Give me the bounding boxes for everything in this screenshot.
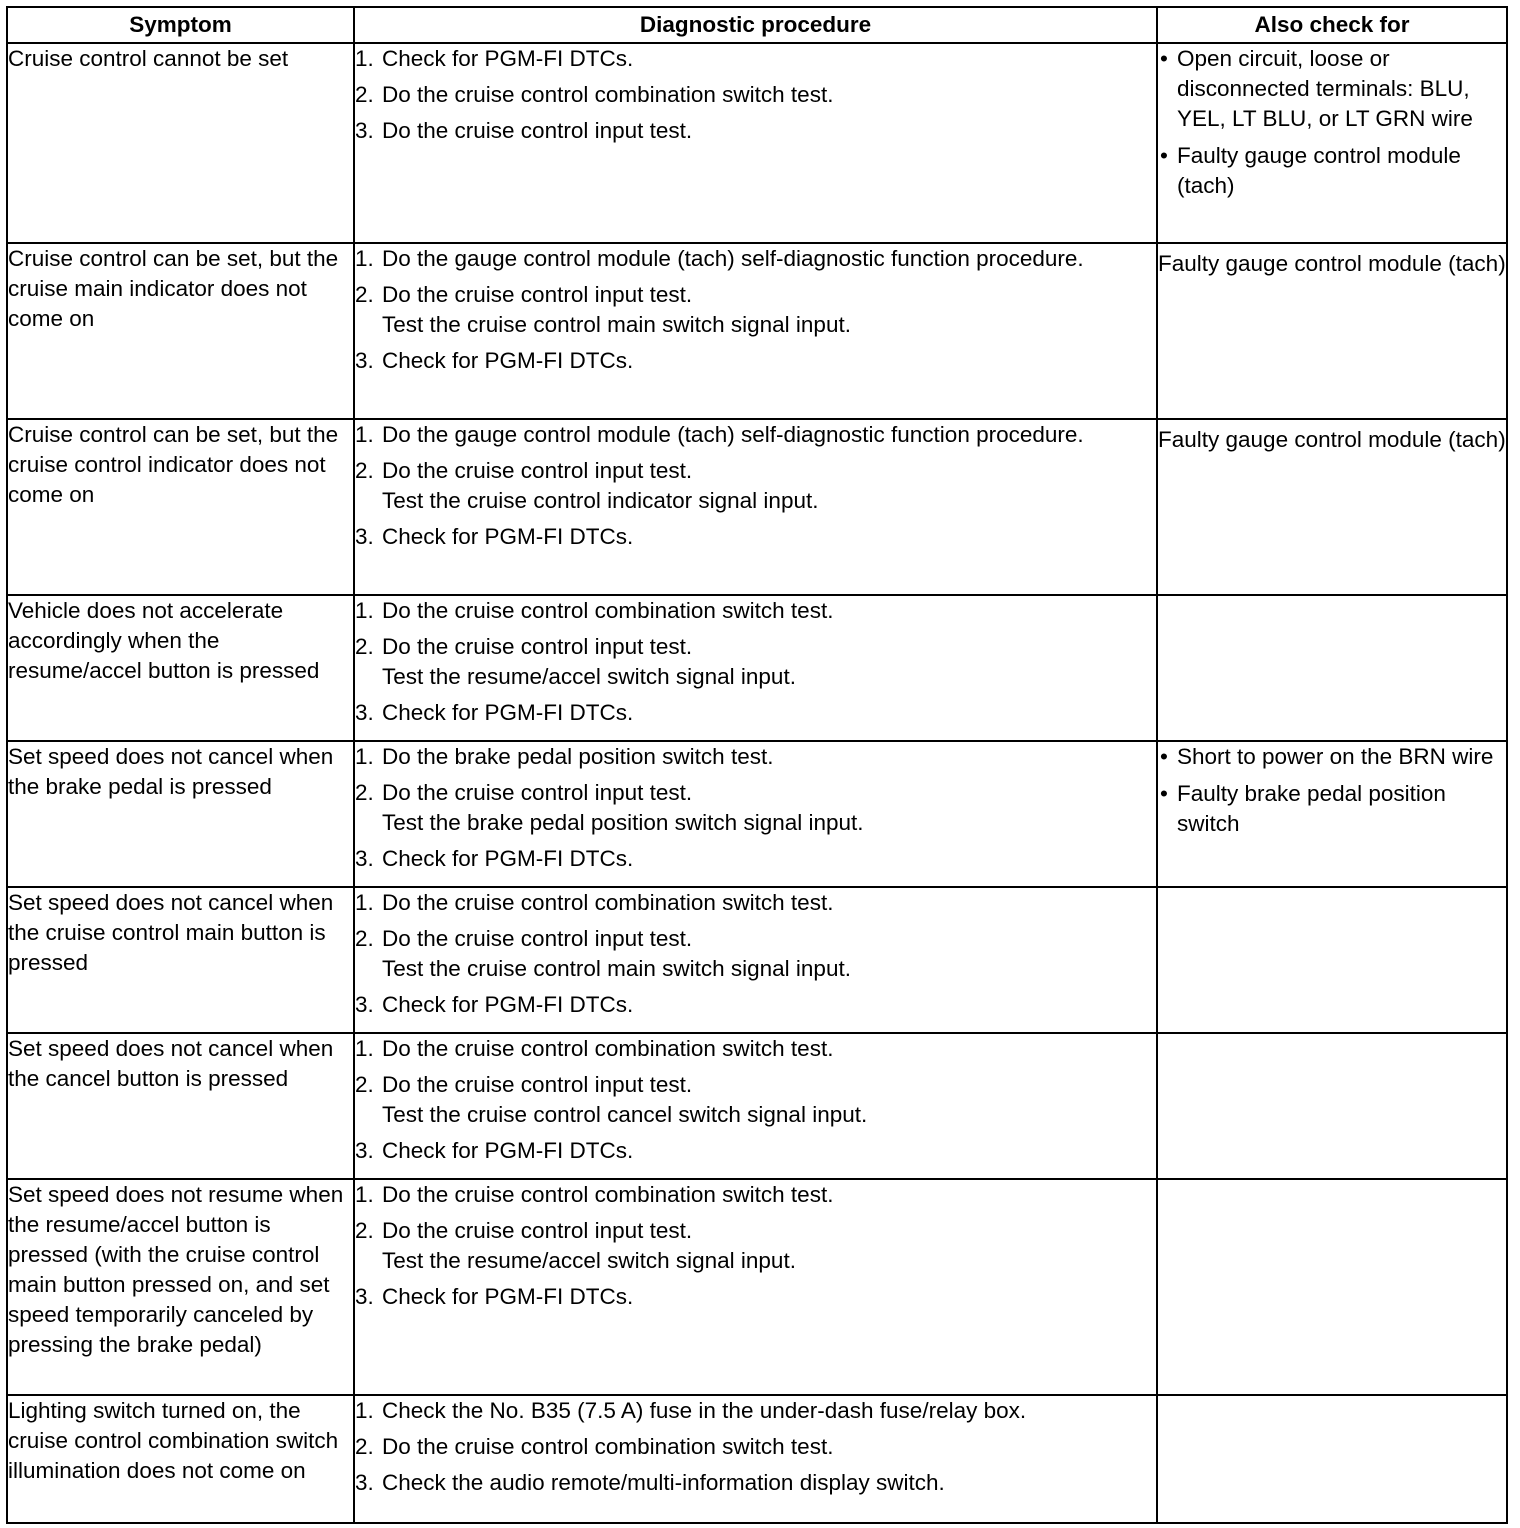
step-number: 3. [355,348,374,373]
procedure-step [355,1136,1156,1166]
procedure-cell [354,243,1157,419]
step-number: 3. [355,1138,374,1163]
also-check-cell [1157,595,1507,741]
procedure-cell [354,741,1157,887]
table-row [7,43,1507,243]
step-number: 3. [355,118,374,143]
table-row [7,741,1507,887]
step-subtext: Test the cruise control main switch signal input. [382,956,851,981]
step-text: Check for PGM-FI DTCs. [382,846,634,871]
procedure-step [355,1396,1156,1426]
also-check-cell [1157,887,1507,1033]
procedure-step [355,44,1156,74]
also-check-cell [1157,243,1507,419]
step-number: 2. [355,1072,374,1097]
bullet-dot-icon: • [1160,46,1168,71]
also-check-bullet [1158,742,1506,772]
step-text: Do the brake pedal position switch test. [382,744,774,769]
procedure-step [355,1034,1156,1064]
step-text: Do the gauge control module (tach) self-diagnostic function procedure. [382,246,1084,271]
step-text: Do the cruise control combination switch test. [382,1036,834,1061]
procedure-step [355,1070,1156,1130]
procedure-step [355,456,1156,516]
step-number: 2. [355,926,374,951]
procedure-step [355,1180,1156,1210]
step-number: 2. [355,1218,374,1243]
procedure-cell [354,595,1157,741]
step-text: Check the No. B35 (7.5 A) fuse in the under-dash fuse/relay box. [382,1398,1027,1423]
procedure-step [355,116,1156,146]
step-text: Do the cruise control combination switch test. [382,82,834,107]
step-text: Do the cruise control combination switch test. [382,1182,834,1207]
step-number: 1. [355,890,374,915]
step-text: Check for PGM-FI DTCs. [382,524,634,549]
bullet-text: Open circuit, loose or disconnected terminals: BLU, YEL, LT BLU, or LT GRN wire [1177,46,1473,131]
procedure-cell [354,419,1157,595]
step-text: Do the cruise control input test. [382,926,693,951]
step-number: 1. [355,1398,374,1423]
step-text: Do the cruise control input test. [382,634,693,659]
step-number: 1. [355,1036,374,1061]
symptom-cell: Set speed does not cancel when the cruise control main button is pressed [7,887,354,1033]
step-number: 2. [355,82,374,107]
step-text: Do the cruise control input test. [382,118,693,143]
procedure-step [355,632,1156,692]
bullet-text: Faulty brake pedal position switch [1177,781,1446,836]
procedure-step [355,1468,1156,1498]
table-header-row [7,7,1507,43]
also-check-text: Faulty gauge control module (tach) [1158,427,1506,452]
procedure-header: Diagnostic procedure [354,7,1157,43]
step-text: Check for PGM-FI DTCs. [382,700,634,725]
procedure-step [355,698,1156,728]
step-text: Do the cruise control input test. [382,780,693,805]
step-subtext: Test the resume/accel switch signal input. [382,1248,796,1273]
step-subtext: Test the brake pedal position switch signal input. [382,810,864,835]
step-text: Do the cruise control input test. [382,1218,693,1243]
step-number: 2. [355,1434,374,1459]
table-row [7,1033,1507,1179]
table-body [7,43,1507,1523]
step-text: Do the cruise control combination switch test. [382,598,834,623]
also-check-text: Faulty gauge control module (tach) [1158,251,1506,276]
step-text: Do the cruise control input test. [382,1072,693,1097]
bullet-text: Short to power on the BRN wire [1177,744,1494,769]
procedure-step [355,80,1156,110]
procedure-step [355,244,1156,274]
symptom-cell: Set speed does not resume when the resume/accel button is pressed (with the cruise control main button pressed on, and set speed temporarily canceled by pressing the brake pedal) [7,1179,354,1395]
also-check-bullet [1158,141,1506,201]
procedure-step [355,280,1156,340]
procedure-step [355,522,1156,552]
step-text: Check for PGM-FI DTCs. [382,46,634,71]
diagnostic-table [6,6,1508,1524]
step-number: 1. [355,598,374,623]
symptom-cell: Set speed does not cancel when the cancel button is pressed [7,1033,354,1179]
step-text: Do the cruise control input test. [382,458,693,483]
step-text: Check the audio remote/multi-information display switch. [382,1470,945,1495]
bullet-text: Faulty gauge control module (tach) [1177,143,1461,198]
procedure-step [355,924,1156,984]
procedure-cell [354,1179,1157,1395]
also-check-bullet [1158,44,1506,134]
step-subtext: Test the cruise control cancel switch signal input. [382,1102,868,1127]
step-number: 3. [355,700,374,725]
procedure-step [355,844,1156,874]
bullet-dot-icon: • [1160,744,1168,769]
step-number: 1. [355,422,374,447]
symptom-cell: Lighting switch turned on, the cruise control combination switch illumination does not come on [7,1395,354,1523]
step-number: 2. [355,634,374,659]
table-row [7,595,1507,741]
procedure-step [355,1432,1156,1462]
step-number: 1. [355,1182,374,1207]
step-number: 2. [355,282,374,307]
also-check-cell [1157,1179,1507,1395]
step-number: 3. [355,846,374,871]
step-number: 2. [355,458,374,483]
procedure-cell [354,1033,1157,1179]
also-check-cell [1157,1033,1507,1179]
step-number: 1. [355,46,374,71]
symptom-cell: Cruise control can be set, but the cruise control indicator does not come on [7,419,354,595]
step-text: Do the cruise control input test. [382,282,693,307]
procedure-cell [354,1395,1157,1523]
procedure-cell [354,887,1157,1033]
step-number: 2. [355,780,374,805]
procedure-cell [354,43,1157,243]
procedure-step [355,420,1156,450]
also-check-cell [1157,1395,1507,1523]
step-text: Check for PGM-FI DTCs. [382,1138,634,1163]
table-row [7,887,1507,1033]
symptom-cell: Cruise control cannot be set [7,43,354,243]
symptom-cell: Set speed does not cancel when the brake pedal is pressed [7,741,354,887]
symptom-cell: Cruise control can be set, but the cruise main indicator does not come on [7,243,354,419]
step-text: Check for PGM-FI DTCs. [382,1284,634,1309]
table-row [7,243,1507,419]
also-check-cell [1157,741,1507,887]
step-text: Check for PGM-FI DTCs. [382,992,634,1017]
step-subtext: Test the cruise control main switch signal input. [382,312,851,337]
step-subtext: Test the resume/accel switch signal input. [382,664,796,689]
table-row [7,1395,1507,1523]
procedure-step [355,888,1156,918]
step-number: 3. [355,992,374,1017]
step-number: 1. [355,246,374,271]
procedure-step [355,1282,1156,1312]
step-text: Do the cruise control combination switch test. [382,1434,834,1459]
bullet-dot-icon: • [1160,781,1168,806]
step-number: 3. [355,524,374,549]
step-text: Check for PGM-FI DTCs. [382,348,634,373]
table-row [7,419,1507,595]
step-number: 3. [355,1284,374,1309]
procedure-step [355,742,1156,772]
step-subtext: Test the cruise control indicator signal input. [382,488,819,513]
table-row [7,1179,1507,1395]
procedure-step [355,1216,1156,1276]
symptom-cell: Vehicle does not accelerate accordingly when the resume/accel button is pressed [7,595,354,741]
bullet-dot-icon: • [1160,143,1168,168]
also-check-bullet [1158,779,1506,839]
also-check-cell [1157,419,1507,595]
step-number: 3. [355,1470,374,1495]
procedure-step [355,990,1156,1020]
step-number: 1. [355,744,374,769]
procedure-step [355,596,1156,626]
procedure-step [355,346,1156,376]
also-check-header: Also check for [1157,7,1507,43]
step-text: Do the cruise control combination switch test. [382,890,834,915]
symptom-header: Symptom [7,7,354,43]
procedure-step [355,778,1156,838]
step-text: Do the gauge control module (tach) self-diagnostic function procedure. [382,422,1084,447]
also-check-cell [1157,43,1507,243]
